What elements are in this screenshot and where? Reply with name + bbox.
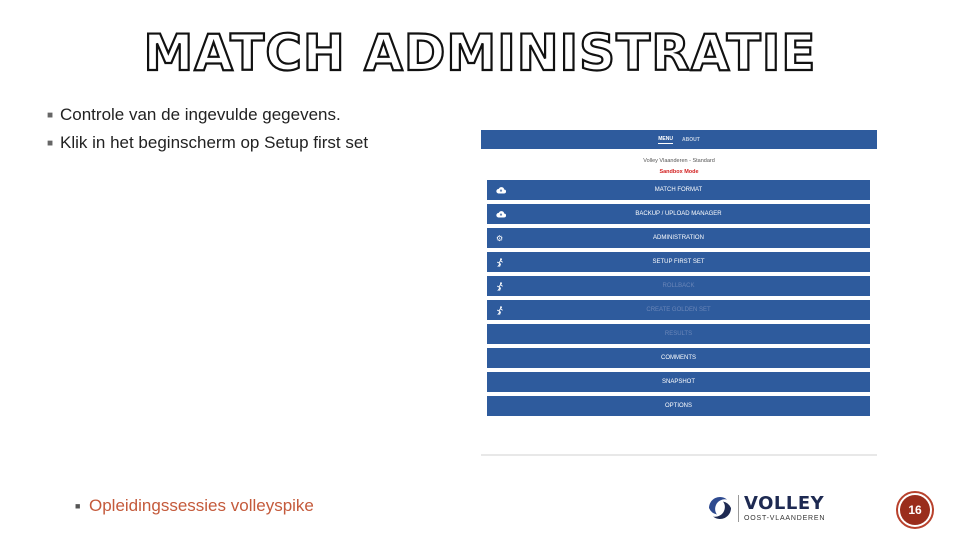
app-topbar [481, 130, 877, 149]
runner-icon [496, 276, 504, 296]
gear-icon: ⚙ [496, 233, 504, 243]
page-number: 16 [900, 495, 930, 525]
button-label: OPTIONS [664, 403, 692, 409]
options-button[interactable] [487, 396, 870, 416]
footer-text: Opleidingssessies volleyspike [89, 496, 314, 515]
slide-title: MATCH ADMINISTRATIE [143, 24, 817, 82]
sandbox-mode-label: Sandbox Mode [659, 169, 699, 175]
bullet-text: Controle van de ingevulde gegevens. [60, 105, 341, 124]
button-label: ROLLBACK [662, 283, 695, 289]
match-format-button[interactable] [487, 180, 870, 200]
button-label: ADMINISTRATION [653, 235, 704, 241]
logo-text [738, 492, 826, 522]
comments-button[interactable] [487, 348, 870, 368]
logo-sub-text: OOST-VLAANDEREN [744, 514, 826, 522]
bullet-list [40, 101, 368, 157]
logo-main-text: VOLLEY [744, 492, 825, 514]
button-label: CREATE GOLDEN SET [646, 307, 711, 313]
volley-logo [706, 494, 825, 522]
tab-menu[interactable]: MENU [658, 135, 673, 142]
results-button[interactable] [487, 324, 870, 344]
button-label: MATCH FORMAT [654, 187, 703, 193]
snapshot-button[interactable] [487, 372, 870, 392]
button-label: SETUP FIRST SET [652, 259, 705, 265]
menu-button-list [487, 180, 870, 420]
app-screenshot [481, 130, 877, 456]
setup-first-set-button[interactable] [487, 252, 870, 272]
tab-about[interactable]: ABOUT [681, 136, 700, 143]
divider [481, 454, 877, 456]
bullet-item [40, 101, 368, 129]
bullet-item [40, 129, 368, 157]
square-bullet-icon: ■ [46, 137, 54, 149]
administration-button[interactable] [487, 228, 870, 248]
button-label: COMMENTS [661, 355, 696, 361]
create-golden-set-button[interactable] [487, 300, 870, 320]
bullet-text: Klik in het beginscherm op Setup first set [60, 133, 369, 152]
button-label: BACKUP / UPLOAD MANAGER [635, 211, 722, 217]
rollback-button[interactable] [487, 276, 870, 296]
cloud-upload-icon [496, 204, 506, 224]
button-label: SNAPSHOT [661, 379, 695, 385]
square-bullet-icon: ■ [75, 501, 81, 511]
app-subtitle: Volley Vlaanderen - Standard [643, 158, 715, 164]
page-number-badge [896, 491, 934, 529]
runner-icon [496, 252, 504, 272]
backup-upload-manager-button[interactable] [487, 204, 870, 224]
button-label: RESULTS [664, 331, 693, 337]
square-bullet-icon: ■ [46, 109, 54, 121]
volleyball-logo-icon [706, 494, 734, 522]
runner-icon [496, 300, 504, 320]
cloud-upload-icon [496, 180, 506, 200]
footer-bullet [75, 496, 314, 516]
